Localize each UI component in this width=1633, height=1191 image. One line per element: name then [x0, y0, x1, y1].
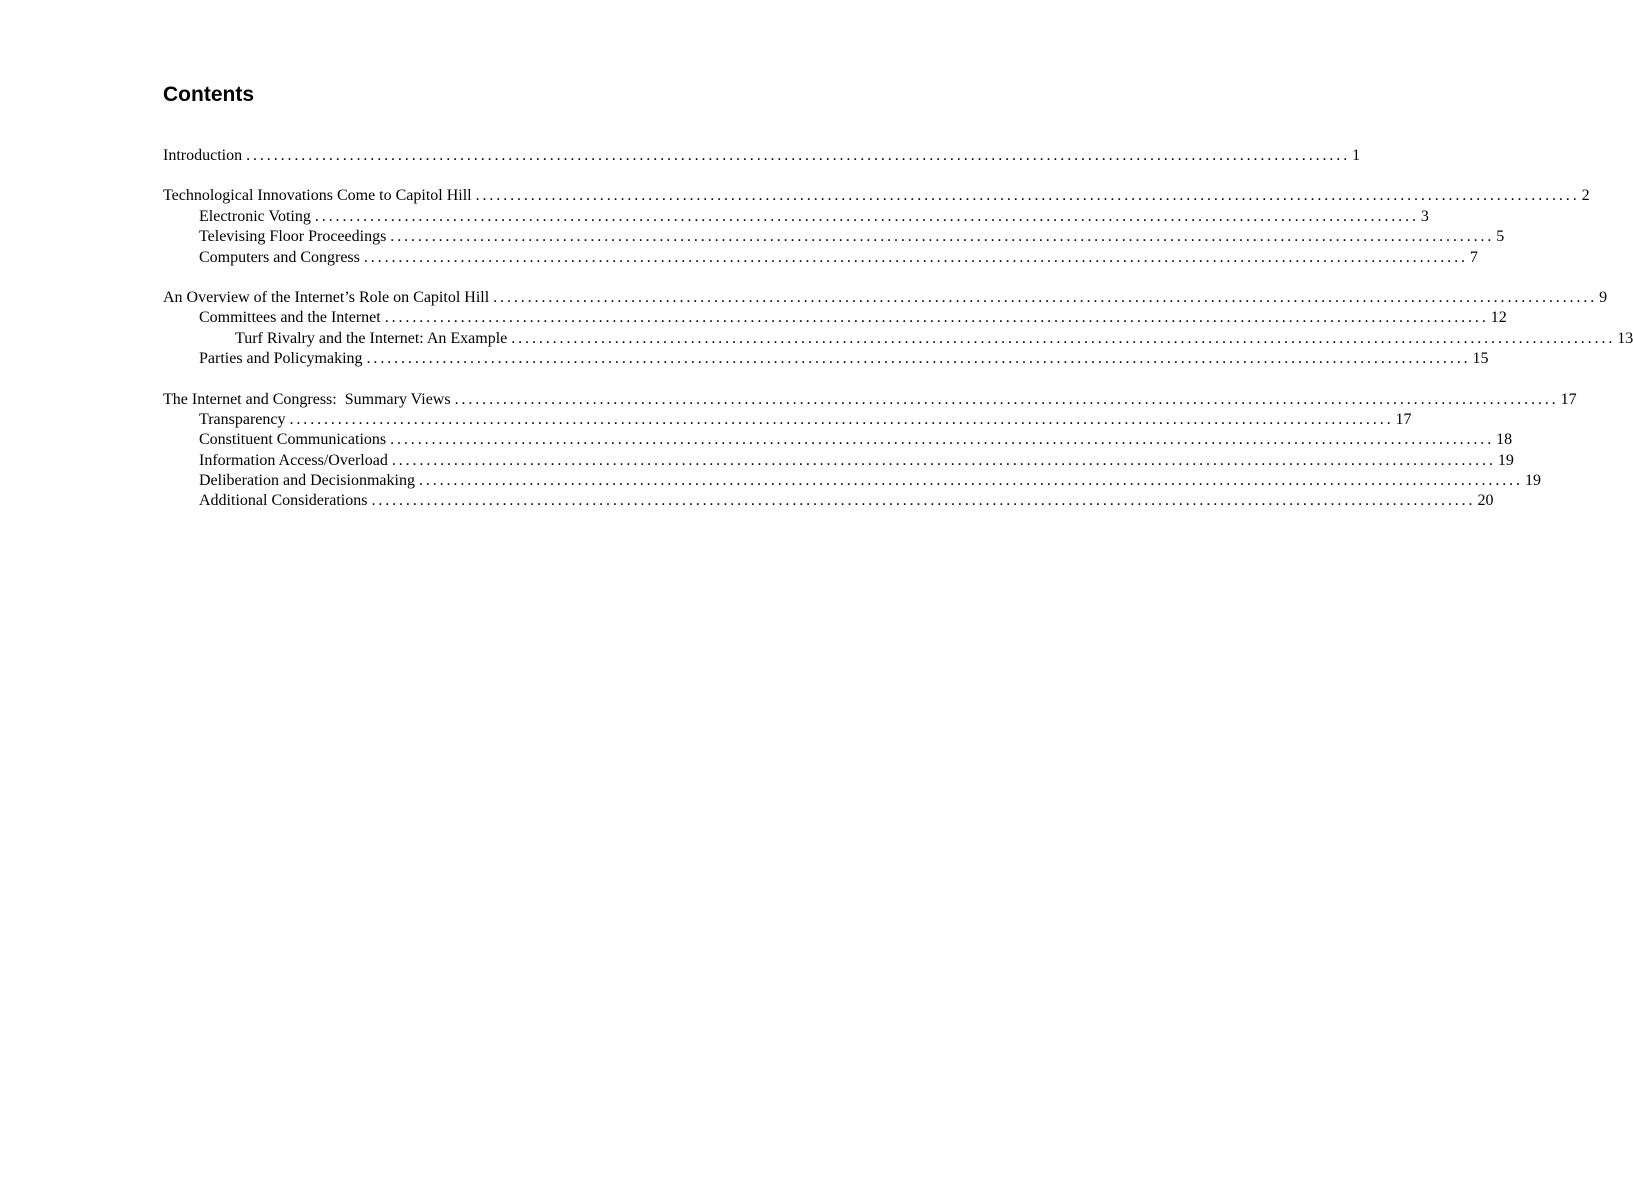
- toc-leader-dots: ................................................................................................................................................................: [384, 309, 1489, 327]
- toc-leader-dots: ................................................................................................................................................................: [246, 147, 1351, 164]
- toc-leader-dots: ................................................................................................................................................................: [475, 187, 1580, 205]
- toc-entry-page: 18: [1496, 431, 1513, 449]
- toc-entry-page: 5: [1496, 228, 1505, 246]
- toc-entry-page: 12: [1490, 309, 1507, 327]
- toc-entry[interactable]: [163, 248, 1478, 268]
- toc-entry-page: 13: [1617, 329, 1633, 347]
- toc-entry-title: Introduction: [163, 147, 243, 164]
- toc-entry[interactable]: [163, 430, 1513, 450]
- toc-leader-dots: ................................................................................................................................................................: [493, 288, 1598, 306]
- toc-entry-page: 17: [1560, 390, 1577, 408]
- toc-entry[interactable]: [163, 308, 1507, 328]
- toc-leader-dots: ................................................................................................................................................................: [371, 492, 1476, 510]
- toc-entry-title: Constituent Communications: [199, 431, 387, 449]
- toc-leader-dots: ................................................................................................................................................................: [390, 228, 1495, 246]
- toc-entry[interactable]: [163, 491, 1494, 511]
- toc-entry-page: 15: [1472, 350, 1489, 368]
- toc-entry-title: An Overview of the Internet’s Role on Capitol Hill: [163, 288, 490, 306]
- toc-entry-title: Parties and Policymaking: [199, 350, 363, 368]
- toc-group: [163, 288, 1633, 370]
- toc-entry-title: Technological Innovations Come to Capitol Hill: [163, 187, 472, 205]
- toc-entry-page: 19: [1524, 472, 1541, 490]
- toc-leader-dots: ................................................................................................................................................................: [289, 410, 1394, 428]
- toc-entry-title: Deliberation and Decisionmaking: [199, 472, 415, 490]
- toc-entry-page: 2: [1581, 187, 1590, 205]
- toc-entry-title: Computers and Congress: [199, 248, 360, 266]
- toc-entry[interactable]: [163, 146, 1361, 166]
- toc-entry[interactable]: [163, 390, 1577, 410]
- toc-entry[interactable]: [163, 288, 1608, 308]
- toc-leader-dots: ................................................................................................................................................................: [418, 472, 1523, 490]
- toc-entry[interactable]: [163, 186, 1590, 206]
- toc-entry[interactable]: [163, 349, 1489, 369]
- toc-entry-page: 7: [1469, 248, 1478, 266]
- contents-heading: Contents: [163, 83, 254, 106]
- toc-entry-page: 17: [1395, 410, 1412, 428]
- toc-group: [163, 390, 1577, 512]
- toc-leader-dots: ................................................................................................................................................................: [391, 451, 1496, 469]
- toc-entry-title: The Internet and Congress: Summary Views: [163, 390, 451, 408]
- toc-entry-title: Turf Rivalry and the Internet: An Example: [235, 329, 508, 347]
- toc-entry-title: Committees and the Internet: [199, 309, 381, 327]
- toc-entry-title: Information Access/Overload: [199, 451, 388, 469]
- toc-entry[interactable]: [163, 227, 1505, 247]
- toc-entry-page: 19: [1497, 451, 1514, 469]
- toc-group: [163, 186, 1590, 268]
- toc-entry[interactable]: [163, 207, 1429, 227]
- toc-entry-page: 3: [1420, 207, 1429, 225]
- toc-leader-dots: ................................................................................................................................................................: [363, 248, 1468, 266]
- toc-entry[interactable]: [163, 451, 1514, 471]
- toc-entry-page: 20: [1477, 492, 1494, 510]
- toc-leader-dots: ................................................................................................................................................................: [454, 390, 1559, 408]
- toc-entry-title: Electronic Voting: [199, 207, 311, 225]
- toc-leader-dots: ................................................................................................................................................................: [390, 431, 1495, 449]
- toc-leader-dots: ................................................................................................................................................................: [366, 350, 1471, 368]
- table-of-contents: [163, 146, 1633, 532]
- toc-entry-page: 1: [1352, 147, 1361, 164]
- toc-entry-title: Additional Considerations: [199, 492, 368, 510]
- toc-entry-title: Transparency: [199, 410, 286, 428]
- toc-entry[interactable]: [163, 410, 1412, 430]
- toc-entry-page: 9: [1599, 288, 1608, 306]
- toc-entry-title: Televising Floor Proceedings: [199, 228, 387, 246]
- toc-group: [163, 146, 1361, 166]
- toc-entry[interactable]: [163, 471, 1541, 491]
- toc-leader-dots: ................................................................................................................................................................: [511, 329, 1616, 347]
- toc-entry[interactable]: [163, 329, 1633, 349]
- toc-leader-dots: ................................................................................................................................................................: [314, 207, 1419, 225]
